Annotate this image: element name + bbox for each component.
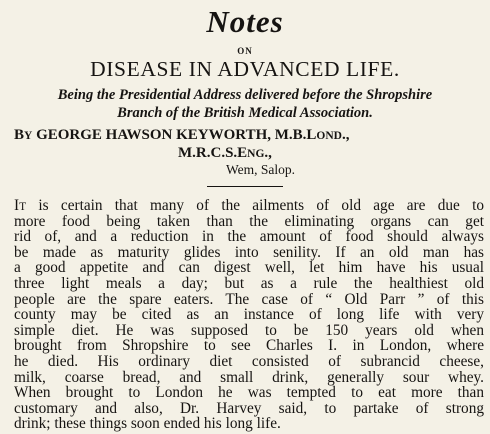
body-line-15: drink; these things soon ended his long life. <box>14 415 281 433</box>
author-name: GEORGE HAWSON KEYWORTH, M.B.L <box>36 127 317 143</box>
divider-rule <box>207 186 283 187</box>
author-name-end: ., <box>341 127 350 143</box>
subtitle-line-2: Branch of the British Medical Association. <box>117 105 373 121</box>
body-line-9: simple diet. He was supposed to be 150 years old when <box>14 321 484 339</box>
cred-main: M.R.C.S.E <box>178 145 248 161</box>
notes-heading: Notes <box>206 4 284 39</box>
drop-cap-small: T <box>19 201 27 213</box>
cred-end: ., <box>264 145 272 161</box>
body-line-13: When brought to London he was tempted to eat more than <box>14 384 484 402</box>
body-line-1-text: is certain that many of the ailments of old age are due to <box>26 197 484 214</box>
subtitle-line-1: Being the Presidential Address delivered before the Shropshire <box>57 87 433 103</box>
body-line-12: milk, coarse bread, and small drink, generally sour whey. <box>14 368 484 386</box>
body-line-8: county may be cited as an instance of long life with very <box>14 306 484 324</box>
on-label: ON <box>237 46 253 56</box>
body-line-7: people are the spare eaters. The case of “ Old Parr ” of this <box>14 290 484 308</box>
body-line-3: rid of, and a reduction in the amount of food should always <box>14 228 484 246</box>
byline-by-small: Y <box>24 130 33 142</box>
byline-by-cap: B <box>14 127 25 143</box>
body-line-10: brought from Shropshire to see Charles I. in London, where <box>14 337 484 355</box>
body-line-6: three light meals a day; but as a rule the healthiest old <box>14 275 484 292</box>
body-line-5: a good appetite and can digest well, let him have his usual <box>14 259 484 277</box>
body-line-4: be made as maturity glides into senility. If an old man has <box>14 243 484 261</box>
author-place: Wem, Salop. <box>226 162 296 177</box>
body-line-2: more food being taken than the eliminating organs can get <box>14 212 484 230</box>
author-credentials <box>178 145 272 162</box>
article-title: DISEASE IN ADVANCED LIFE. <box>90 57 400 81</box>
author-byline <box>14 127 349 144</box>
cred-small: NG <box>247 148 265 160</box>
drop-cap: I <box>14 197 20 214</box>
body-line-14: customary and also, Dr. Harvey said, to partake of strong <box>14 399 484 417</box>
author-name-small: OND <box>316 130 342 142</box>
body-line-11: he died. His ordinary diet consisted of subrancid cheese, <box>14 353 484 370</box>
